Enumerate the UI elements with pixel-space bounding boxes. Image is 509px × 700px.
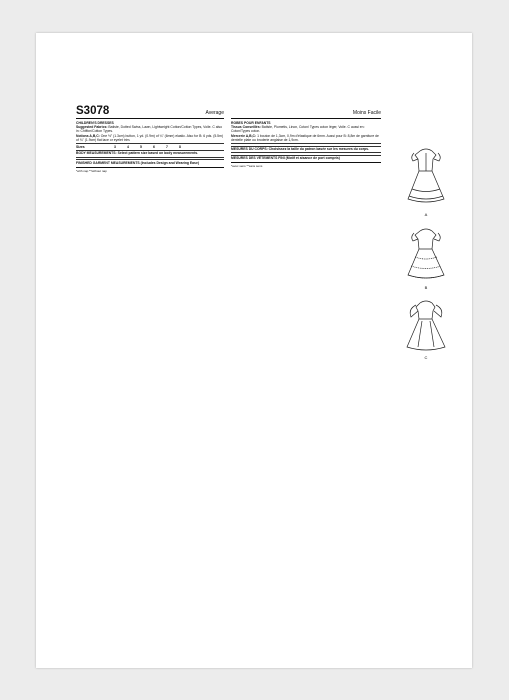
size-cell: 6 <box>153 144 155 149</box>
english-header <box>76 103 224 117</box>
sizes-label: Sizes <box>76 144 85 149</box>
notions-paragraph-fr: Mercerie A,B,C: 1 bouton de 1,3cm, 0,9m d'élastique de 6mm. Aussi pour B: 8,8m de garniture de dentelle plate ou broderie anglaise de 1,9cm. <box>231 133 379 142</box>
yardage-table-fr <box>231 152 381 154</box>
pattern-title-fr: ROBES POUR ENFANTS <box>231 121 271 125</box>
skill-level-fr: Moins Facile <box>352 110 381 116</box>
view-c-label: C <box>424 355 428 360</box>
fabrics-paragraph: Suggested Fabrics: Batiste, Dotted Swiss, Lawn, Lightweight Cotton/Cotton Types, Voile. C also in: Chiffon/Cotton Types. <box>76 125 223 134</box>
pattern-code: S3078 <box>76 105 110 117</box>
dress-b-sketch <box>400 223 452 295</box>
english-body <box>76 121 224 173</box>
fabrics-paragraph-fr: Tissus Conseillés: Batiste, Plumetis, Linon, Coton/ Types coton léger, Voile. C aussi en: Coton/Types coton. <box>231 125 365 134</box>
skill-level: Average <box>205 110 224 116</box>
size-cell: 4 <box>127 144 129 149</box>
pattern-envelope-back <box>36 33 472 668</box>
footnote: *with nap **without nap <box>76 168 107 173</box>
size-cell: 8 <box>179 144 181 149</box>
finished-measurements-heading: FINISHED GARMENT MEASUREMENTS (Includes Design and Wearing Ease) <box>76 159 224 165</box>
header-rule <box>76 118 224 119</box>
view-b-label: B <box>424 285 428 290</box>
french-header <box>231 103 381 117</box>
notions-paragraph: Notions A,B,C: One ½" (1.3cm) button, 1 yd. (0.9m) of ¼" (6mm) elastic. Also for B: 6 yds. (5.5m) of ¾" (1.9cm) flat lace or eyelet trim. <box>76 133 224 142</box>
dress-a-sketch <box>400 143 452 223</box>
sizes-row <box>76 143 224 149</box>
body-measurements-heading-fr: MESURES DU CORPS: Choisissez la taille du patron basée sur les mesures du corps. <box>231 146 381 152</box>
header-rule-fr <box>231 118 381 119</box>
size-cell: 3 <box>114 144 116 149</box>
dress-c-sketch <box>400 297 452 365</box>
view-a-label: A <box>424 212 428 217</box>
size-cell: 5 <box>140 144 142 149</box>
finished-measurements-heading-fr: MESURES DES VÊTEMENTS FINI (Motif et aisance de port compris) <box>231 155 381 161</box>
pattern-title: CHILDREN'S DRESSES <box>76 121 114 125</box>
size-cell: 7 <box>166 144 168 149</box>
french-body <box>231 121 381 169</box>
footnote-fr: *avec sens **sans sens <box>231 164 263 169</box>
body-measurements-heading: BODY MEASUREMENTS: Select pattern size based on body measurements. <box>76 150 224 156</box>
sizes-row-fr <box>231 143 381 145</box>
yardage-table <box>76 157 224 159</box>
